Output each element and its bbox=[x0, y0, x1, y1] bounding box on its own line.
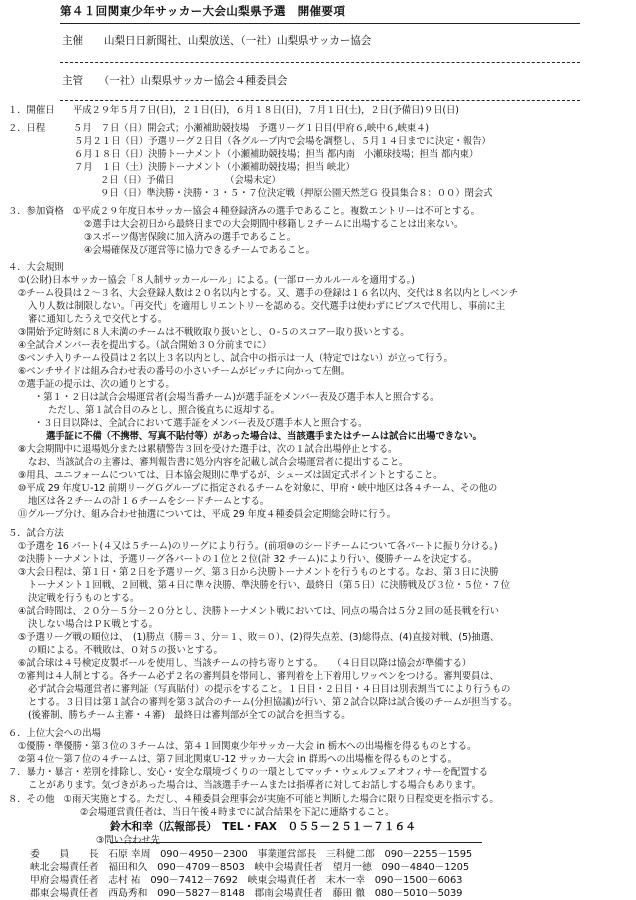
text-line: なお、当該試合の主審は、審判報告書に処分内容を記載し試合会場運営者に提出すること。 bbox=[28, 457, 409, 468]
text-line: ⑧大会期間中に退場処分または累積警告３回を受けた選手は、次の１試合出場停止とする。 bbox=[18, 444, 398, 455]
text-line: ２．日程 ５月 ７日（日）開会式；小瀬補助競技場 予選リーグ１日目(甲府６,峡中６,峡東４) bbox=[8, 123, 429, 134]
text-line: ④試合時間は、２０分－５分－２０分とし、決勝トーナメント戦においては、同点の場合は５分２回の延長戦を行い bbox=[18, 606, 499, 617]
text-line: ８．その他 ①雨天実施とする。ただし、４種委員会理事会が実施不可能と判断した場合に限り日程変更を指示する。 bbox=[8, 794, 499, 805]
text-line: ７．暴力・暴言・差別を排除し、安心・安全な環境づくりの一環としてマッチ・ウェルフェアオフィサーを配置する bbox=[8, 767, 488, 778]
text-line: 審に通知したうえで交代とする。 bbox=[28, 314, 168, 325]
text-line: の順による。不戦敗は、０対５の扱いとする。 bbox=[28, 645, 223, 656]
header-rule-1 bbox=[60, 62, 580, 63]
text-line: ③開始予定時刻に８人未満のチームは不戦敗取り扱いとし、０-５のスコアー取り扱いとする。 bbox=[18, 327, 410, 338]
text-line: 地区は各２チームの計１６チームをシードチームとする。 bbox=[28, 496, 270, 507]
text-line: ②チーム役員は２～３名、大会登録人数は２０名以内とする。又、選手の登録は１６名以内、交代は８名以内としベンチ bbox=[18, 288, 518, 299]
text-line: 郡東会場責任者 西島秀和 090－5827－8148 郡南会場責任者 藤田 徹 080－5010－5039 bbox=[30, 888, 463, 899]
text-line: ６月１８日（日）決勝トーナメント（小瀬補助競技場；担当 都内南 小瀬球技場；担当 都内東） bbox=[74, 149, 479, 160]
text-line: ①予選を 16 パート(４又は５チーム)のリーグにより行う。(前項⑩のシードチームについて各パートに振り分ける。) bbox=[18, 541, 498, 552]
text-line: 決しない場合はＰＫ戦とする。 bbox=[28, 619, 158, 630]
text-line: ②決勝トーナメントは、予選リーグ各パートの１位と２位(計 32 チーム)により行い、優勝チームを決定する。 bbox=[18, 554, 478, 565]
text-line: ５月２１日（日）予選リーグ２日目（各グループ内で会場を調整し、５月１４日までに決定・報告） bbox=[74, 136, 491, 147]
contact-underline bbox=[110, 842, 482, 843]
text-line: とする。３日目は第１試合の審判を第３試合のチーム(分担協議)が行い、第２試合以降は試合後のチームが担当する。 bbox=[28, 697, 518, 708]
text-line: 入り人数は制限しない。「再交代」を適用しリエントリーを認める。交代選手は使わずにビブスで代用し、事前に主 bbox=[28, 301, 506, 312]
text-line: 峡北会場責任者 福田和久 090－4709－8503 峡中会場責任者 望月一徳 090－4840－1205 bbox=[30, 862, 470, 873]
text-line: ⑥ベンチサイドは組み合わせ表の番号の小さいチームがピッチに向かって左側。 bbox=[18, 366, 350, 377]
text-line: ４．大会規則 bbox=[8, 262, 64, 273]
text-line: ⑦選手証の提示は、次の通りとする。 bbox=[18, 379, 175, 390]
text-line: 委 員 長 石原 幸周 090－4950－2300 事業運営部長 三科健二郎 090－2255－1595 bbox=[30, 849, 473, 860]
text-line: ④会場確保及び運営等に協力できるチームであること。 bbox=[84, 245, 315, 256]
text-line: ７月 １日（土）決勝トーナメント（小瀬補助競技場；担当 峡北） bbox=[74, 162, 355, 173]
text-line: ③スポーツ傷害保険に加入済みの選手であること。 bbox=[84, 232, 296, 243]
text-line: ことがあります。気づきがあった場合は、当該選手チームまたは指導者に対してお話しする場合もあります。 bbox=[28, 780, 481, 791]
text-line: (後審制、勝ちチーム主審・４審) 最終日は審判部が全ての試合を担当する。 bbox=[28, 710, 351, 721]
text-line: ２日（日）予備日 （会場未定） bbox=[100, 175, 281, 186]
text-line: ⑦審判は４人制とする。各チーム必ず２名の審判員を帯同し、審判着を上下着用しワッペンをつける。審判要員は、 bbox=[18, 671, 499, 682]
text-line: ⑨用具、ユニフォームについては、日本協会規則に準ずるが、シューズは固定式ポイントとすること。 bbox=[18, 470, 443, 481]
text-line: ①優勝・準優勝・第３位の３チームは、第４１回関東少年サッカー大会 in 栃木への出場権を得るものとする。 bbox=[18, 741, 477, 752]
text-line: ②選手は大会初日から最終日までの大会期間中移籍し２チームに出場することは出来ない。 bbox=[84, 219, 464, 230]
text-line: 主催 山梨日日新聞社、山梨放送、（一社）山梨県サッカー協会 bbox=[62, 35, 372, 47]
text-line: ５．試合方法 bbox=[8, 528, 64, 539]
text-line: 主管 （一社）山梨県サッカー協会４種委員会 bbox=[62, 75, 288, 87]
text-line: 選手証に不備（不携帯、写真不貼付等）があった場合は、当該選手またはチームは試合に出場できない。 bbox=[46, 431, 482, 442]
text-line: 甲府会場責任者 志村 祐 090－7412－7692 峡東会場責任者 末木一幸 090－1500－6063 bbox=[30, 875, 463, 886]
text-line: ６．上位大会への出場 bbox=[8, 728, 101, 739]
text-line: ただし、第１試合目のみとし、照合後直ちに返却する。 bbox=[48, 405, 280, 416]
text-line: １．開催日 平成２９年５月７日(日)，２１日(日)，６月１８日(日)，７月１日(土)，２日(予備日)９日(日) bbox=[8, 105, 459, 116]
text-line: ③大会日程は、第１日・第２日を予選リーグ、第３日から決勝トーナメントを行うものとする。なお、第３日に決勝 bbox=[18, 567, 499, 578]
document-title: 第４１回関東少年サッカー大会山梨県予選 開催要項 bbox=[60, 4, 346, 18]
text-line: ３．参加資格 ①平成２９年度日本サッカー協会４種登録済みの選手であること。複数エントリーは不可とする。 bbox=[8, 206, 480, 217]
text-line: ⑩平成 29 年度Ｕ-12 前期リーグＧグループに指定されるチームを対象に、甲府・峡中地区は各４チーム、その他の bbox=[18, 483, 498, 494]
text-line: ②会場運営責任者は、当日午後４時までに試合結果を下記に連絡すること。 bbox=[80, 807, 395, 818]
text-line: ③問い合わせ先 bbox=[96, 835, 160, 846]
text-line: ・３日目以降は、全試合において選手証をメンバー表及び選手本人と照合する。 bbox=[34, 418, 368, 429]
text-line: ⑥試合球は４号検定皮製ボールを使用し、当該チームの持ち寄りとする。 （４日目以降は協会が準備する） bbox=[18, 658, 472, 669]
title-rule bbox=[60, 23, 580, 24]
text-line: 必ず試合会場運営者に審判証（写真貼付）の提示をすること。１日目・２日目・４日目は別表割当てにより行うもの bbox=[28, 684, 511, 695]
text-line: 決定戦を行うものとする。 bbox=[28, 593, 140, 604]
text-line: 鈴木和幸（広報部長） TEL・FAX ０５５－２５１－７１６４ bbox=[110, 820, 416, 833]
header-rule-2 bbox=[60, 100, 580, 101]
text-line: ９日（日）準決勝・決勝・３・５・７位決定戦（押原公園天然芝Ｇ 役員集合８：００）閉会式 bbox=[100, 188, 493, 199]
text-line: ⑪グループ分け、組み合わせ抽選については、平成 29 年度４種委員会定期総会時に行う。 bbox=[18, 509, 396, 520]
text-line: ⑤ベンチ入りチーム役員は２名以上３名以内とし、試合中の指示は一人（特定ではない）が立って行う。 bbox=[18, 353, 453, 364]
text-line: ④全試合メンバー表を提出する。（試合開始３０分前までに） bbox=[18, 340, 272, 351]
text-line: ⑤予選リーグ戦の順位は、 (1)勝点（勝＝３、分＝１、敗＝０）、(2)得失点差、(3)総得点、(4)直接対戦、(5)抽選、 bbox=[18, 632, 500, 643]
text-line: ②第４位～第７位の４チームは、第７回北関東Ｕ-12 サッカー大会 in 群馬への出場権を得るものとする。 bbox=[18, 754, 457, 765]
text-line: ①(公財)日本サッカー協会「８人制サッカールール」による。(一部ローカルルールを適用する。) bbox=[18, 275, 415, 286]
text-line: ・第１・２日は試合会場運営者(会場当番チーム)が選手証をメンバー表及び選手本人と照合する。 bbox=[34, 392, 440, 403]
text-line: トーナメント１回戦、２回戦、第４日に準々決勝、準決勝を行い、最終日（第５日）に決勝戦及び３位・５位・７位 bbox=[28, 580, 510, 591]
